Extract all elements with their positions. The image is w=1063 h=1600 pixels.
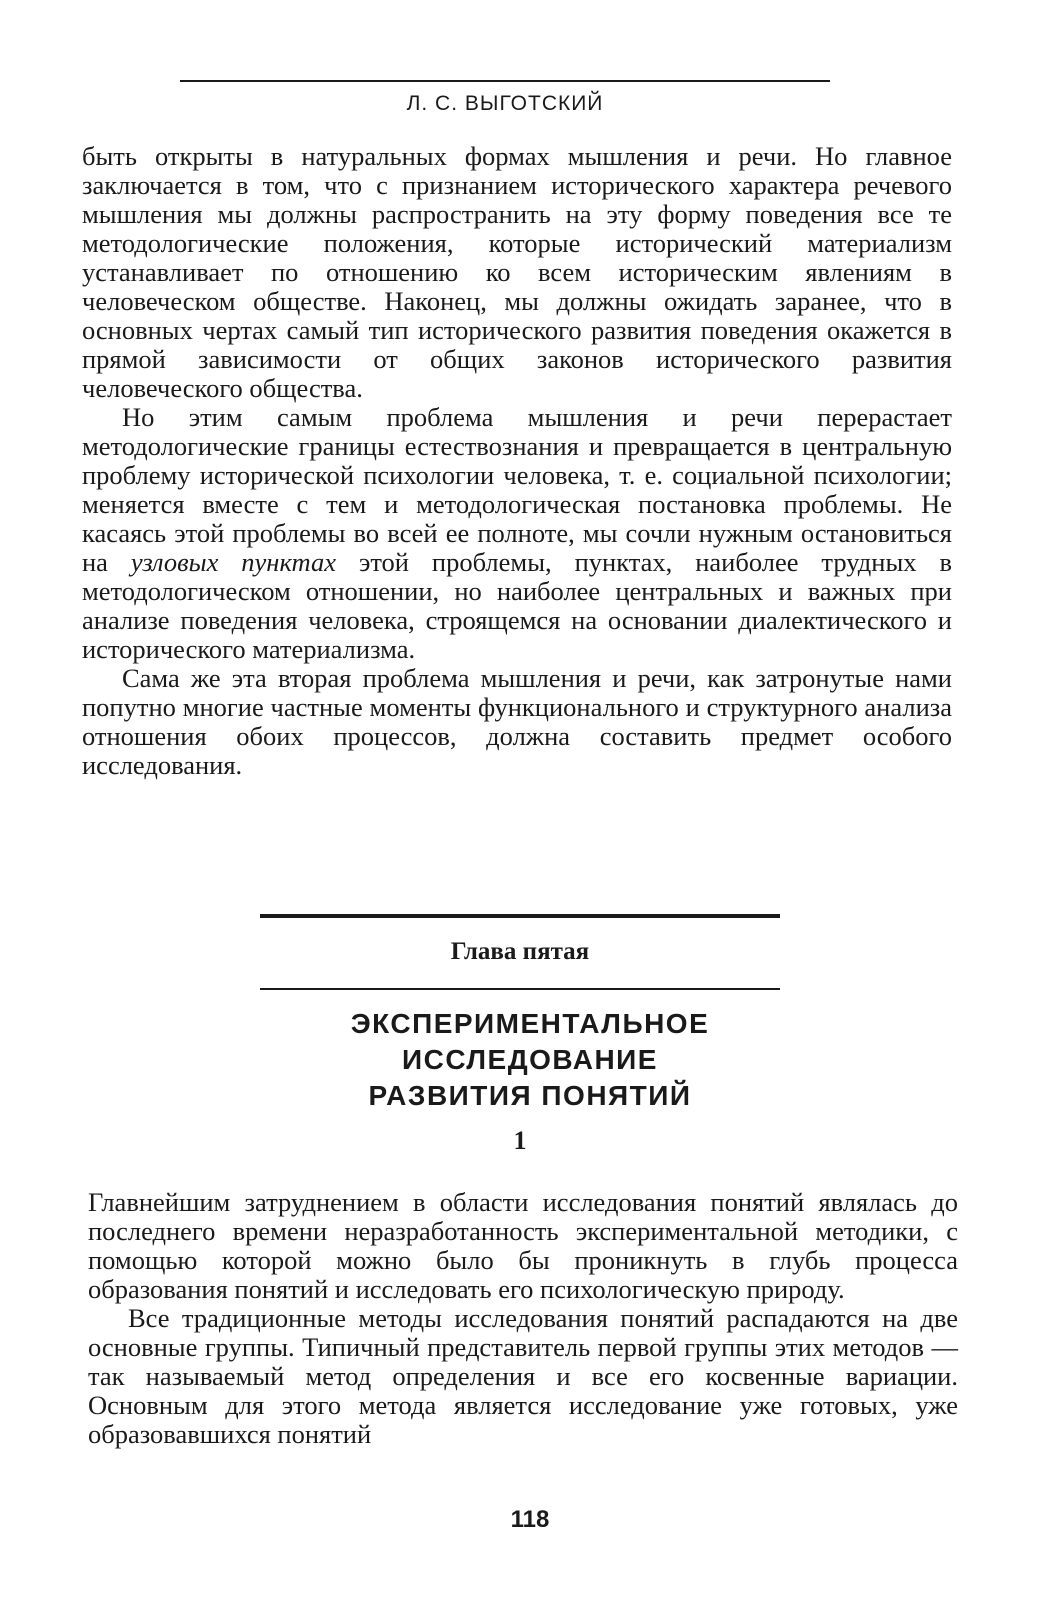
chapter-bottom-rule	[260, 988, 780, 990]
chapter-label: Глава пятая	[450, 938, 590, 965]
paragraph-text: Но этим самым проблема мышления и речи перерастает методологические границы естествознания и превращается в центральную проблему исторической психологии человека, т. е. социальной психологии; меняется вместе с тем и методологическая постановка проблемы. Не касаясь этой проблемы во всей ее полноте, мы сочли нужным остановиться на	[82, 402, 952, 577]
paragraph	[82, 403, 952, 664]
section-number: 1	[513, 1126, 527, 1155]
chapter-title-line: ИССЛЕДОВАНИЕ	[402, 1044, 658, 1075]
paragraph-text: этой проблемы, пунктах, наиболее трудных в методологическом отношении, но наиболее центральных и важных при анализе поведения человека, строящемся на основании диалектического и исторического материализма.	[82, 547, 952, 664]
chapter-title-line: РАЗВИТИЯ ПОНЯТИЙ	[368, 1080, 692, 1111]
chapter-title-line: ЭКСПЕРИМЕНТАЛЬНОЕ	[350, 1008, 710, 1039]
paragraph: Главнейшим затруднением в области исследования понятий являлась до последнего времени неразработанность экспериментальной методики, с помощью которой можно было бы проникнуть в глубь процесса образования понятий и исследовать его психологическую природу.	[88, 1187, 958, 1304]
emphasis-text: узловых пунктах	[130, 547, 336, 577]
chapter-top-rule	[260, 914, 780, 918]
body-text-top	[82, 142, 952, 780]
paragraph: Сама же эта вторая проблема мышления и речи, как затронутые нами попутно многие частные моменты функционального и структурного анализа отношения обоих процессов, должна составить предмет особого исследования.	[82, 663, 952, 780]
chapter-title	[240, 1006, 820, 1114]
page-number: 118	[510, 1506, 550, 1533]
header-rule	[180, 80, 830, 82]
body-text-bottom	[88, 1188, 958, 1449]
paragraph: Все традиционные методы исследования понятий распадаются на две основные группы. Типичный представитель первой группы этих методов — так называемый метод определения и все его косвенные вариации. Основным для этого метода является исследование уже готовых, уже образовавшихся понятий	[88, 1303, 958, 1449]
paragraph: быть открыты в натуральных формах мышления и речи. Но главное заключается в том, что с признанием исторического характера речевого мышления мы должны распространить на эту форму поведения все те методологические положения, которые исторический материализм устанавливает по отношению ко всем историческим явлениям в человеческом обществе. Наконец, мы должны ожидать заранее, что в основных чертах самый тип исторического развития поведения окажется в прямой зависимости от общих законов исторического развития человеческого общества.	[82, 141, 952, 403]
running-head: Л. С. ВЫГОТСКИЙ	[406, 92, 604, 115]
